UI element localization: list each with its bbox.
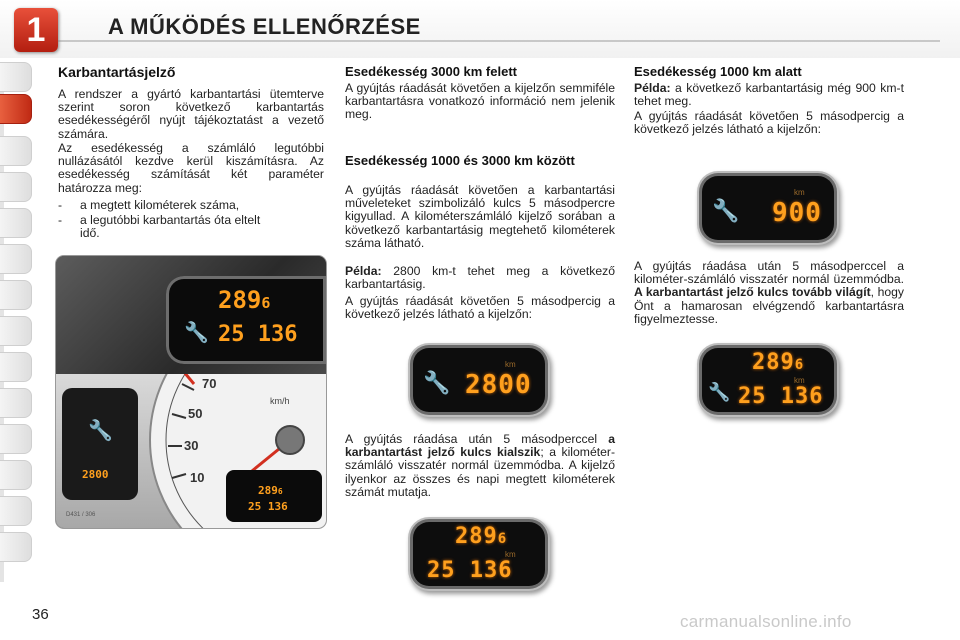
- chapter-tab[interactable]: [0, 136, 32, 166]
- left-panel: [62, 388, 138, 500]
- display-odometer-wrench: [702, 348, 834, 412]
- km-remaining: 2800: [465, 370, 532, 400]
- closeup-total: 25 136: [218, 322, 298, 347]
- display-closeup: [56, 256, 326, 374]
- example-under-1000: Példa: a következő karbantartásig még 900 km-t tehet meg.: [634, 81, 904, 109]
- chapter-tab[interactable]: [0, 244, 32, 274]
- chapter-tab[interactable]: [0, 280, 32, 310]
- total-value: 25 136: [738, 384, 824, 409]
- dial-total: 25 136: [248, 500, 288, 513]
- page-number: 36: [32, 606, 49, 623]
- example-1000-3000: Példa: 2800 km-t tehet meg a következő karbantartásig.: [345, 264, 616, 292]
- paragraph-over-3000: A gyújtás ráadását követően a kijelzőn semmiféle karbantartásra vonatkozó információ nem jelenik meg.: [345, 81, 615, 122]
- header-rule: [40, 40, 940, 42]
- wrench-icon: 🔧: [708, 382, 731, 402]
- display-900: [702, 176, 834, 240]
- chapter-tab[interactable]: [0, 208, 32, 238]
- wrench-icon: 🔧: [184, 322, 209, 344]
- paragraph-after-5s-under-1000: A gyújtás ráadása után 5 másodperccel a kilométer-számláló visszatér normál üzemmódba. A karbantartást jelző kulcs tovább világít, hogy Önt a hamarosan elvégzendő karbantartásra figyelmeztesse.: [634, 259, 905, 326]
- list-item: - a megtett kilométerek száma,: [58, 198, 240, 212]
- cluster-badge: D431 / 306: [66, 512, 96, 518]
- closeup-trip: 289: [218, 286, 262, 314]
- wrench-icon: 🔧: [88, 420, 113, 442]
- chapter-tab[interactable]: [0, 352, 32, 382]
- paragraph-1000-3000: A gyújtás ráadását követően a karbantartási műveleteket szimbolizáló kulcs 5 másodpercre kigyullad. A kilométerszámláló kijelző sorában a következő karbantartásig megtehető kilométerek száma látható.: [345, 183, 615, 250]
- display-intro: A gyújtás ráadását követően 5 másodpercig a következő jelzés látható a kijelzőn:: [345, 294, 615, 322]
- closeup-lcd: [166, 276, 326, 364]
- km-remaining: 900: [772, 198, 822, 228]
- section-heading: Karbantartásjelző: [58, 64, 176, 80]
- trip-value: 2896: [752, 350, 805, 375]
- speed-dial: [140, 374, 326, 528]
- intro-paragraph: A rendszer a gyártó karbantartási ütemterve szerint soron következő karbantartás esedékességéről nyújt tájékoztatást a vezető számára.: [58, 87, 324, 141]
- heading-under-1000: Esedékesség 1000 km alatt: [634, 64, 802, 79]
- list-item-text: a legutóbbi karbantartás óta eltelt idő.: [80, 213, 261, 241]
- closeup-trip-decimal: 6: [261, 294, 271, 312]
- heading-over-3000: Esedékesség 3000 km felett: [345, 64, 517, 79]
- chapter-tab[interactable]: [0, 496, 32, 526]
- chapter-tab-active[interactable]: [0, 94, 32, 124]
- chapter-tab[interactable]: [0, 316, 32, 346]
- display-intro-under-1000: A gyújtás ráadását követően 5 másodpercig a következő jelzés látható a kijelzőn:: [634, 109, 904, 137]
- unit-label: km: [794, 376, 805, 385]
- unit-label: km: [505, 550, 516, 559]
- watermark: carmanualsonline.info: [680, 612, 852, 631]
- chapter-tab[interactable]: [0, 388, 32, 418]
- trip-value: 2896: [455, 524, 508, 549]
- list-item: - a legutóbbi karbantartás óta eltelt idő.: [58, 214, 324, 240]
- unit-label: km: [794, 188, 805, 197]
- chapter-tab[interactable]: [0, 532, 32, 562]
- chapter-tab[interactable]: [0, 62, 32, 92]
- chapter-tab[interactable]: [0, 460, 32, 490]
- chapter-tab[interactable]: [0, 172, 32, 202]
- speed-label: 30: [184, 438, 199, 453]
- small-display-value: 2800: [82, 468, 109, 481]
- instrument-cluster-photo: [56, 256, 326, 528]
- speed-label: 50: [188, 406, 203, 421]
- wrench-icon: 🔧: [423, 370, 451, 395]
- page-title: A MŰKÖDÉS ELLENŐRZÉSE: [108, 14, 421, 39]
- chapter-tabs: [0, 62, 34, 582]
- calc-paragraph: Az esedékesség a számláló legutóbbi nullázásától kezdve kerül kiszámításra. Az esedékesség számítását két paraméter határozza meg:: [58, 141, 324, 195]
- total-value: 25 136: [427, 558, 513, 583]
- display-odometer: [413, 522, 545, 586]
- chapter-badge: 1: [14, 8, 58, 52]
- heading-1000-3000: Esedékesség 1000 és 3000 km között: [345, 153, 575, 168]
- display-2800: [413, 348, 545, 412]
- paragraph-after-5s: A gyújtás ráadása után 5 másodperccel a karbantartást jelző kulcs kialszik; a kilométer-számláló visszatér normál üzemmódba. A kijelző ilyenkor az összes és napi megtett kilométerek számát mutatja.: [345, 432, 616, 499]
- speed-label: 10: [190, 470, 205, 485]
- unit-label: km: [505, 360, 516, 369]
- list-item-text: a megtett kilométerek száma,: [80, 198, 240, 212]
- speed-unit: km/h: [270, 396, 290, 406]
- dial-trip: 2896: [258, 484, 283, 497]
- speed-label: 70: [202, 376, 217, 391]
- speedometer-area: [56, 374, 326, 528]
- wrench-icon: 🔧: [712, 198, 740, 223]
- chapter-tab[interactable]: [0, 424, 32, 454]
